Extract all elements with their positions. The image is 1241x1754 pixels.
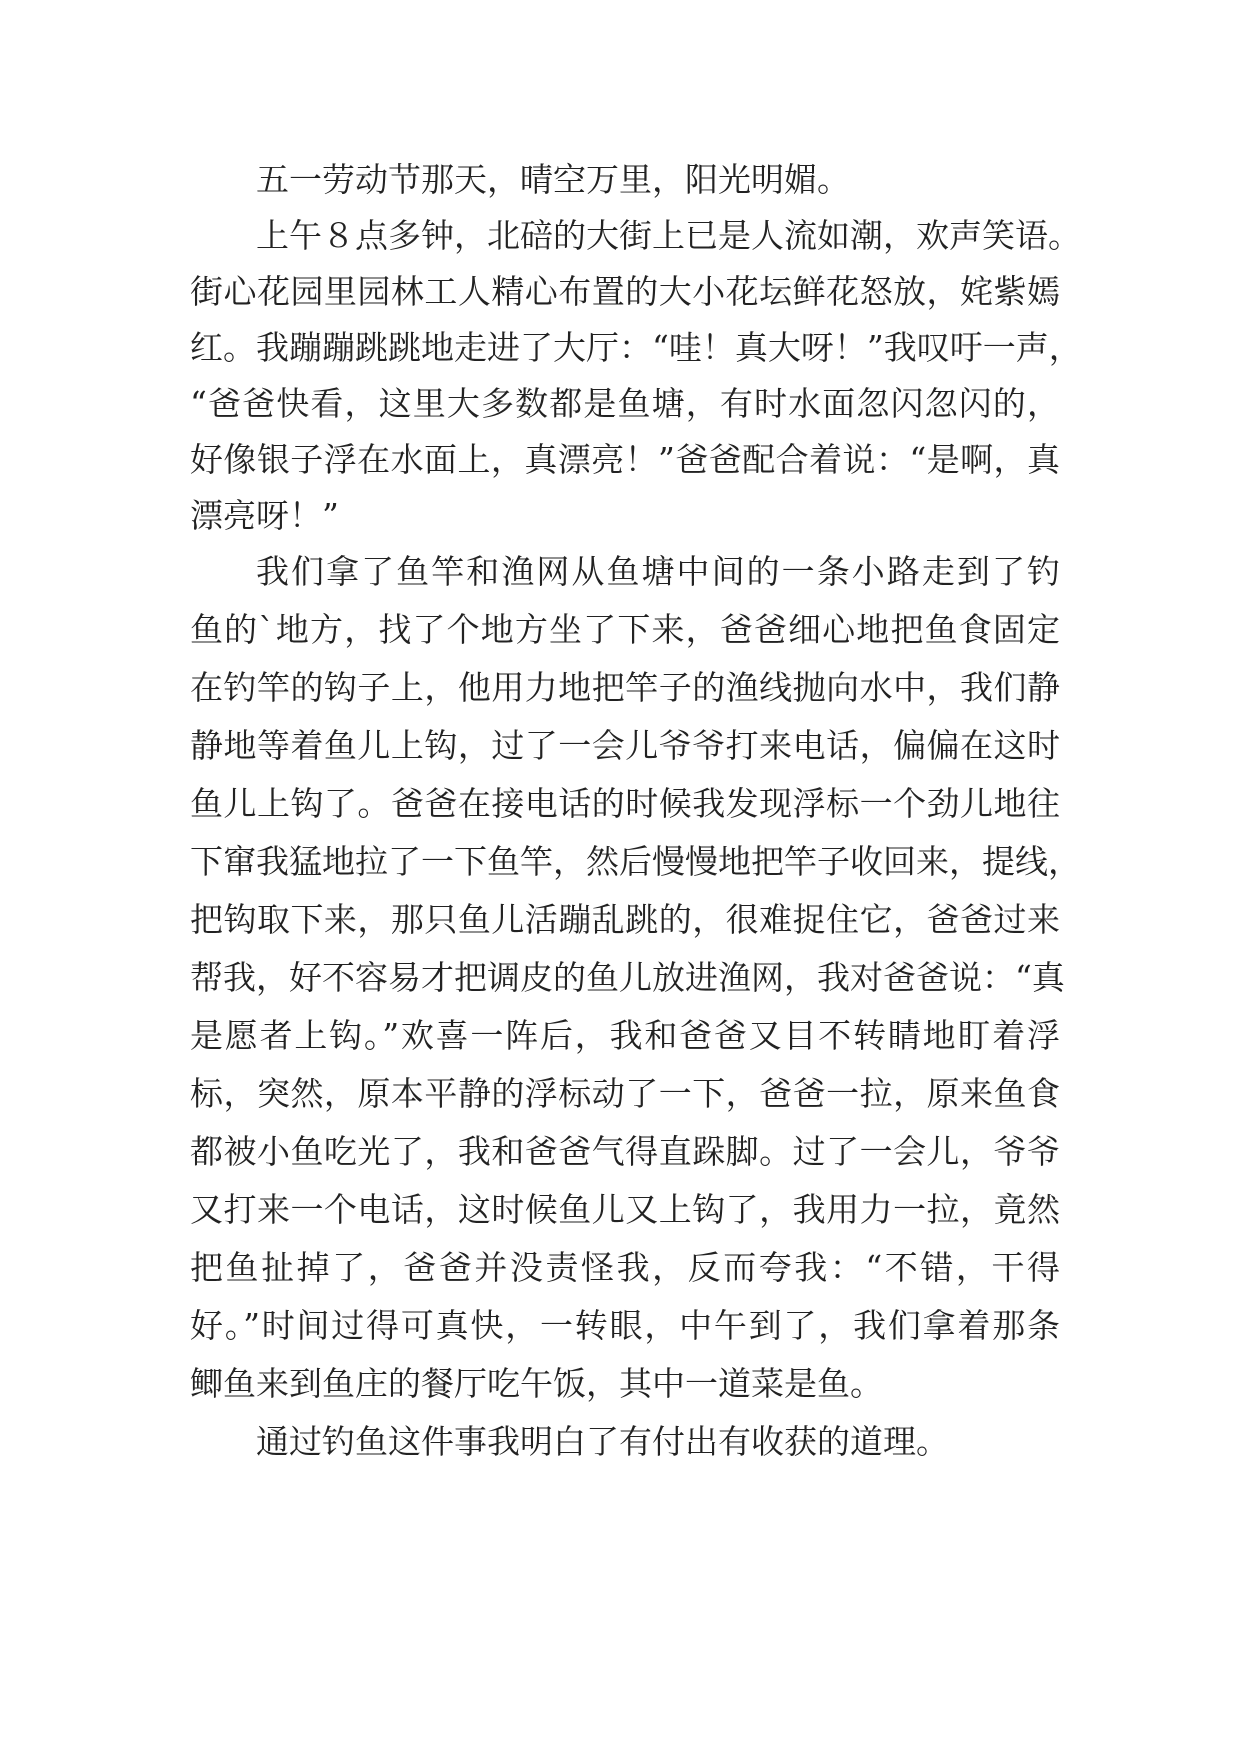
paragraph-3-line-4: 静地等着鱼儿上钩，过了一会儿爷爷打来电话，偏偏在这时 <box>190 726 1060 765</box>
paragraph-3-line-14: 好。”时间过得可真快，一转眼，中午到了，我们拿着那条 <box>190 1306 1060 1345</box>
paragraph-2-line-4: “爸爸快看，这里大多数都是鱼塘，有时水面忽闪忽闪的， <box>190 384 1060 423</box>
paragraph-3-line-1: 我们拿了鱼竿和渔网从鱼塘中间的一条小路走到了钓 <box>256 552 1060 591</box>
paragraph-3-line-3: 在钓竿的钩子上，他用力地把竿子的渔线抛向水中，我们静 <box>190 668 1060 707</box>
paragraph-3-line-11: 都被小鱼吃光了，我和爸爸气得直跺脚。过了一会儿，爷爷 <box>190 1132 1060 1171</box>
paragraph-3-line-15: 鲫鱼来到鱼庄的餐厅吃午饭，其中一道菜是鱼。 <box>190 1364 883 1403</box>
paragraph-3-line-12: 又打来一个电话，这时候鱼儿又上钩了，我用力一拉，竟然 <box>190 1190 1060 1229</box>
paragraph-3-line-5: 鱼儿上钩了。爸爸在接电话的时候我发现浮标一个劲儿地往 <box>190 784 1060 823</box>
paragraph-3-line-8: 帮我，好不容易才把调皮的鱼儿放进渔网，我对爸爸说：“真 <box>190 958 1065 997</box>
paragraph-2-line-1: 上午８点多钟，北碚的大街上已是人流如潮，欢声笑语。 <box>256 216 1081 255</box>
paragraph-3-line-6: 下窜我猛地拉了一下鱼竿，然后慢慢地把竿子收回来，提线， <box>190 842 1081 881</box>
paragraph-3-line-2: 鱼的`地方，找了个地方坐了下来，爸爸细心地把鱼食固定 <box>190 610 1060 649</box>
paragraph-3-line-10: 标，突然，原本平静的浮标动了一下，爸爸一拉，原来鱼食 <box>190 1074 1060 1113</box>
paragraph-1-line-1: 五一劳动节那天，晴空万里，阳光明媚。 <box>256 160 850 199</box>
paragraph-3-line-7: 把钩取下来，那只鱼儿活蹦乱跳的，很难捉住它，爸爸过来 <box>190 900 1060 939</box>
paragraph-2-line-3: 红。我蹦蹦跳跳地走进了大厅：“哇！真大呀！”我叹吁一声， <box>190 328 1082 367</box>
paragraph-2-line-6: 漂亮呀！” <box>190 496 339 535</box>
paragraph-2-line-5: 好像银子浮在水面上，真漂亮！”爸爸配合着说：“是啊，真 <box>190 440 1060 479</box>
paragraph-3-line-9: 是愿者上钩。”欢喜一阵后，我和爸爸又目不转睛地盯着浮 <box>190 1016 1060 1055</box>
paragraph-4-line-1: 通过钓鱼这件事我明白了有付出有收获的道理。 <box>256 1422 949 1461</box>
paragraph-2-line-2: 街心花园里园林工人精心布置的大小花坛鲜花怒放，姹紫嫣 <box>190 272 1060 311</box>
paragraph-3-line-13: 把鱼扯掉了，爸爸并没责怪我，反而夸我：“不错，干得 <box>190 1248 1060 1287</box>
